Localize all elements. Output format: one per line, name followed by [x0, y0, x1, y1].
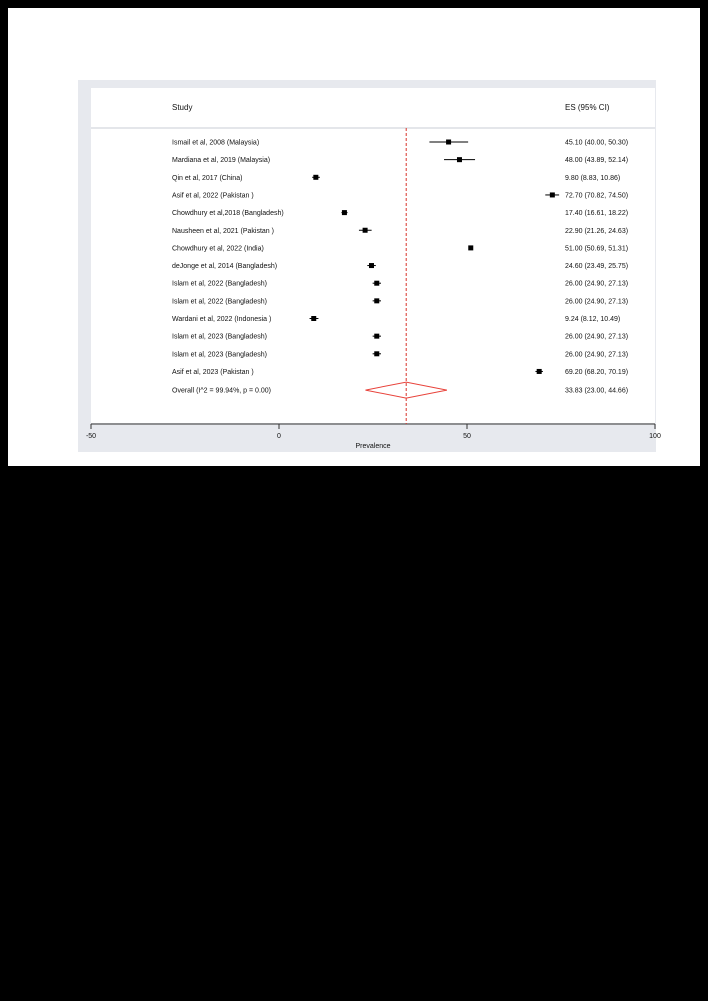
study-label: Chowdhury et al,2018 (Bangladesh) [172, 210, 284, 218]
x-axis-label: Prevalence [355, 443, 391, 450]
study-es-ci: 26.00 (24.90, 27.13) [565, 280, 629, 288]
x-tick-label: 100 [649, 433, 661, 440]
study-label: Islam et al, 2023 (Bangladesh) [172, 333, 267, 341]
study-es-ci: 9.24 (8.12, 10.49) [565, 316, 621, 323]
study-es-ci: 22.90 (21.26, 24.63) [565, 227, 629, 235]
study-es-ci: 72.70 (70.82, 74.50) [565, 192, 629, 200]
study-label: Qin et al, 2017 (China) [172, 174, 243, 182]
study-point-marker [537, 369, 542, 374]
study-point-marker [550, 192, 555, 197]
study-es-ci: 26.00 (24.90, 27.13) [565, 351, 629, 359]
study-point-marker [374, 281, 379, 286]
overall-es-ci: 33.83 (23.00, 44.66) [565, 387, 629, 395]
study-point-marker [457, 157, 462, 162]
study-point-marker [363, 228, 368, 233]
study-es-ci: 26.00 (24.90, 27.13) [565, 298, 629, 306]
study-label: Islam et al, 2023 (Bangladesh) [172, 351, 267, 359]
study-point-marker [342, 210, 347, 215]
study-label: deJonge et al, 2014 (Bangladesh) [172, 263, 278, 271]
study-label: Islam et al, 2022 (Bangladesh) [172, 298, 267, 306]
study-point-marker [311, 316, 316, 321]
study-label: Islam et al, 2022 (Bangladesh) [172, 280, 267, 288]
overall-label: Overall (I^2 = 99.94%, p = 0.00) [172, 387, 272, 395]
study-es-ci: 69.20 (68.20, 70.19) [565, 368, 629, 376]
x-tick-label: 50 [463, 433, 471, 440]
x-tick-label: 0 [277, 433, 281, 440]
study-es-ci: 9.80 (8.83, 10.86) [565, 174, 621, 182]
study-label: Asif et al, 2022 (Pakistan ) [172, 192, 254, 200]
study-point-marker [468, 245, 473, 250]
study-es-ci: 24.60 (23.49, 25.75) [565, 263, 629, 271]
study-es-ci: 48.00 (43.89, 52.14) [565, 157, 629, 165]
study-es-ci: 17.40 (16.61, 18.22) [565, 210, 629, 218]
study-es-ci: 45.10 (40.00, 50.30) [565, 139, 629, 147]
forest-plot [0, 0, 708, 470]
es-column-header: ES (95% CI) [565, 103, 610, 112]
study-point-marker [446, 140, 451, 145]
study-es-ci: 51.00 (50.69, 51.31) [565, 245, 629, 253]
study-column-header: Study [172, 103, 193, 112]
study-point-marker [369, 263, 374, 268]
study-label: Wardani et al, 2022 (Indonesia ) [172, 316, 272, 323]
study-label: Chowdhury et al, 2022 (India) [172, 245, 264, 253]
study-label: Ismail et al, 2008 (Malaysia) [172, 139, 260, 147]
study-point-marker [374, 351, 379, 356]
study-point-marker [374, 334, 379, 339]
study-es-ci: 26.00 (24.90, 27.13) [565, 333, 629, 341]
study-label: Asif et al, 2023 (Pakistan ) [172, 368, 254, 376]
x-tick-label: -50 [85, 433, 97, 440]
study-point-marker [374, 298, 379, 303]
study-label: Nausheen et al, 2021 (Pakistan ) [172, 227, 274, 235]
study-label: Mardiana et al, 2019 (Malaysia) [172, 157, 271, 165]
study-point-marker [313, 175, 318, 180]
